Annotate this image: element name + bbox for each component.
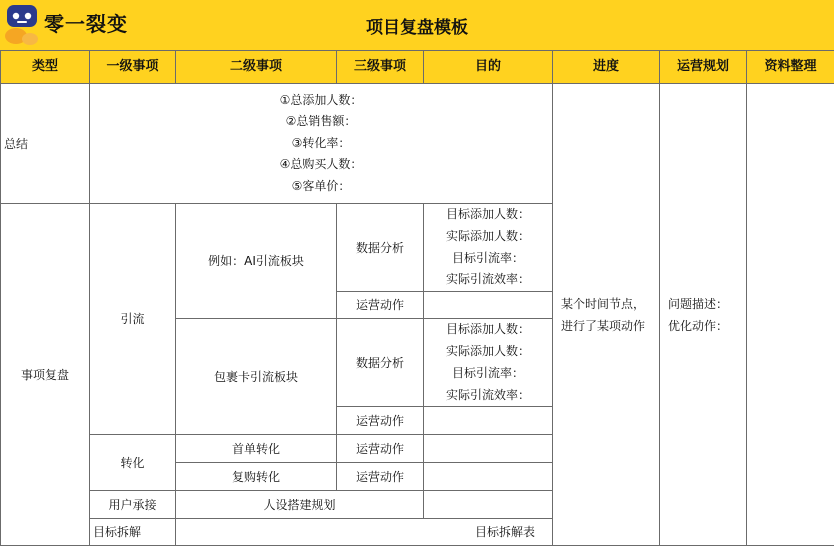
planning-line: 优化动作： — [668, 315, 746, 337]
level1-retention[interactable]: 用户承接 — [90, 491, 176, 519]
level3-data-analysis[interactable]: 数据分析 — [337, 204, 424, 292]
column-header: 进度 — [553, 51, 660, 84]
purpose-metrics-cell[interactable] — [424, 319, 553, 407]
summary-item: ④总购买人数： — [90, 154, 552, 176]
level3-ops[interactable]: 运营动作 — [337, 407, 424, 435]
level3-ops[interactable]: 运营动作 — [337, 292, 424, 319]
table-header-row — [1, 51, 834, 84]
column-header: 二级事项 — [176, 51, 337, 84]
purpose-metrics-cell[interactable] — [424, 204, 553, 292]
level3-data-analysis[interactable]: 数据分析 — [337, 319, 424, 407]
table-row — [1, 519, 834, 546]
level3-ops[interactable]: 运营动作 — [337, 463, 424, 491]
metric-line: 目标引流率： — [424, 363, 552, 385]
metric-line: 实际添加人数： — [424, 226, 552, 248]
column-header: 类型 — [1, 51, 90, 84]
summary-item: ③转化率： — [90, 133, 552, 155]
planning-cell[interactable] — [660, 84, 747, 546]
metric-line: 目标添加人数： — [424, 204, 552, 226]
type-cell-review[interactable]: 事项复盘 — [1, 204, 90, 546]
metric-line: 实际引流效率： — [424, 385, 552, 407]
summary-item: ②总销售额： — [90, 111, 552, 133]
brand-name: 零一裂变 — [44, 8, 128, 37]
metric-line: 实际引流效率： — [424, 269, 552, 291]
retention-content[interactable]: 人设搭建规划 — [176, 491, 424, 519]
purpose-empty-cell[interactable] — [424, 435, 553, 463]
purpose-empty-cell[interactable] — [424, 407, 553, 435]
purpose-empty-cell[interactable] — [424, 292, 553, 319]
summary-item: ①总添加人数： — [90, 90, 552, 112]
column-header: 目的 — [424, 51, 553, 84]
column-header: 一级事项 — [90, 51, 176, 84]
level1-traffic[interactable]: 引流 — [90, 204, 176, 435]
planning-line: 问题描述： — [668, 293, 746, 315]
level2-first-order[interactable]: 首单转化 — [176, 435, 337, 463]
level2-block[interactable]: 包裹卡引流板块 — [176, 319, 337, 435]
level1-conversion[interactable]: 转化 — [90, 435, 176, 491]
type-cell-summary[interactable]: 总结 — [1, 84, 90, 204]
column-header: 三级事项 — [337, 51, 424, 84]
summary-item: ⑤客单价： — [90, 176, 552, 198]
summary-cell[interactable] — [90, 84, 553, 204]
progress-line: 某个时间节点， — [561, 293, 659, 315]
purpose-empty-cell[interactable] — [424, 491, 553, 519]
page-title: 项目复盘模板 — [0, 13, 834, 38]
level2-block[interactable]: 例如：AI引流板块 — [176, 204, 337, 319]
target-content[interactable]: 目标拆解表 — [176, 519, 834, 546]
review-table — [0, 50, 834, 546]
level2-repurchase[interactable]: 复购转化 — [176, 463, 337, 491]
column-header: 运营规划 — [660, 51, 747, 84]
column-header: 资料整理 — [747, 51, 834, 84]
progress-cell[interactable] — [553, 84, 660, 546]
table-row — [1, 84, 834, 204]
purpose-empty-cell[interactable] — [424, 463, 553, 491]
level3-ops[interactable]: 运营动作 — [337, 435, 424, 463]
progress-line: 进行了某项动作 — [561, 315, 659, 337]
header-banner — [0, 0, 834, 51]
materials-cell[interactable] — [747, 84, 834, 546]
metric-line: 目标添加人数： — [424, 319, 552, 341]
metric-line: 目标引流率： — [424, 248, 552, 270]
type-cell-target[interactable]: 目标拆解 — [90, 519, 176, 546]
metric-line: 实际添加人数： — [424, 341, 552, 363]
